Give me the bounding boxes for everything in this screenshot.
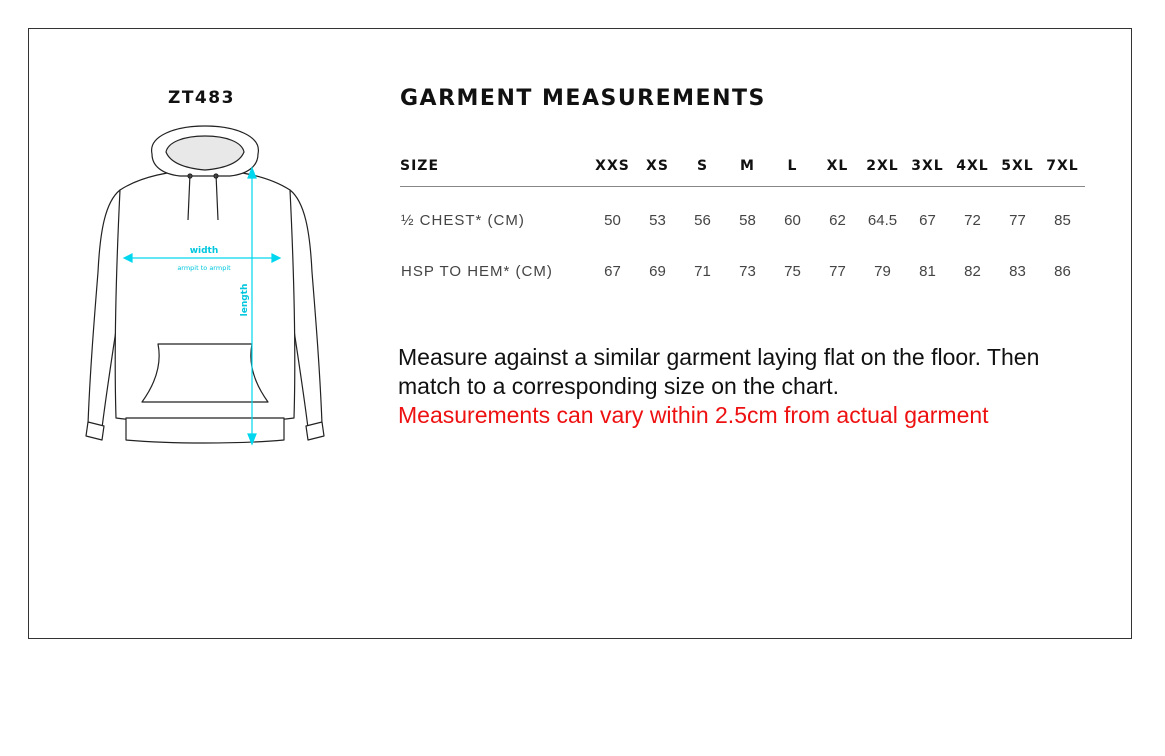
table-cell: 75 bbox=[784, 262, 801, 280]
size-header-cell: 2XL bbox=[860, 158, 905, 187]
size-header-cell: L bbox=[770, 158, 815, 187]
table-cell: 79 bbox=[874, 262, 891, 280]
size-header-cell: S bbox=[680, 158, 725, 187]
size-header-row bbox=[400, 158, 1085, 187]
table-cell: 83 bbox=[1009, 262, 1026, 280]
table-cell: 67 bbox=[604, 262, 621, 280]
table-cell: 77 bbox=[1009, 211, 1026, 229]
size-header-cell: 7XL bbox=[1040, 158, 1085, 187]
table-cell: 53 bbox=[649, 211, 666, 229]
row-label: HSP TO HEM* (CM) bbox=[401, 262, 553, 280]
size-chart-table bbox=[400, 158, 1085, 297]
page-title: GARMENT MEASUREMENTS bbox=[400, 86, 766, 111]
table-cell: 62 bbox=[829, 211, 846, 229]
row-label: ½ CHEST* (CM) bbox=[401, 211, 525, 229]
table-cell: 71 bbox=[694, 262, 711, 280]
size-header-cell: 4XL bbox=[950, 158, 995, 187]
instruction-line-1: Measure against a similar garment laying flat on the floor. Then bbox=[398, 344, 1040, 370]
table-cell: 81 bbox=[919, 262, 936, 280]
table-cell: 72 bbox=[964, 211, 981, 229]
size-header-cell: XL bbox=[815, 158, 860, 187]
table-cell: 56 bbox=[694, 211, 711, 229]
table-row bbox=[400, 187, 1085, 247]
size-header-cell: M bbox=[725, 158, 770, 187]
table-cell: 64.5 bbox=[867, 211, 898, 229]
table-cell: 69 bbox=[649, 262, 666, 280]
table-cell: 82 bbox=[964, 262, 981, 280]
product-code: ZT483 bbox=[168, 88, 235, 108]
size-header-cell: XXS bbox=[590, 158, 635, 187]
table-row bbox=[400, 246, 1085, 297]
size-header-cell: XS bbox=[635, 158, 680, 187]
size-header-cell: 3XL bbox=[905, 158, 950, 187]
table-cell: 67 bbox=[919, 211, 936, 229]
size-header-label: SIZE bbox=[400, 158, 590, 187]
hem-band bbox=[126, 418, 284, 443]
kangaroo-pocket bbox=[142, 344, 268, 402]
table-cell: 86 bbox=[1054, 262, 1071, 280]
length-label: length bbox=[240, 283, 250, 317]
table-cell: 50 bbox=[604, 211, 621, 229]
width-label: width bbox=[189, 246, 219, 256]
hoodie-diagram bbox=[80, 122, 330, 454]
table-cell: 58 bbox=[739, 211, 756, 229]
table-cell: 60 bbox=[784, 211, 801, 229]
width-sublabel: armpit to armpit bbox=[177, 264, 231, 272]
table-cell: 77 bbox=[829, 262, 846, 280]
measurement-warning: Measurements can vary within 2.5cm from actual garment bbox=[398, 402, 989, 428]
size-header-cell: 5XL bbox=[995, 158, 1040, 187]
table-cell: 73 bbox=[739, 262, 756, 280]
instruction-line-2: match to a corresponding size on the chart. bbox=[398, 373, 840, 399]
measurement-instructions bbox=[398, 343, 1118, 430]
table-cell: 85 bbox=[1054, 211, 1071, 229]
